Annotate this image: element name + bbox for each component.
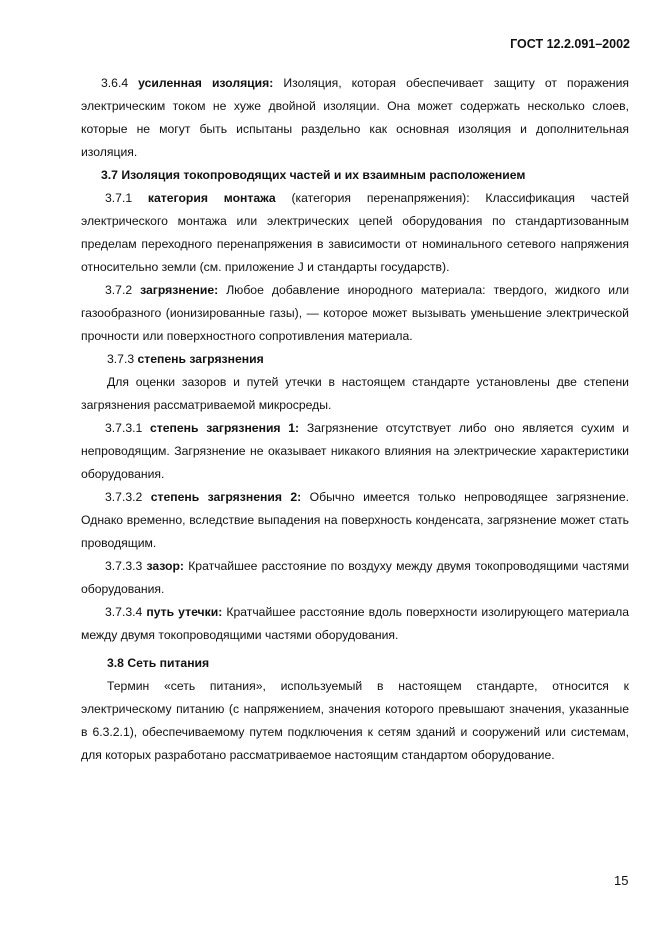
paragraph-pollution-degrees: Для оценки зазоров и путей утечки в настоящем стандарте установлены две степени загрязнения рассматриваемой микросреды. bbox=[81, 375, 629, 412]
heading-3-8: 3.8 Сеть питания bbox=[107, 656, 210, 670]
page-number: 15 bbox=[614, 873, 629, 888]
clause-3-7-3: 3.7.3 степень загрязнения bbox=[107, 352, 264, 366]
clause-3-7-2: 3.7.2 загрязнение: Любое добавление инородного материала: твердого, жидкого или газообразного (ионизированные газы), — которое может вызывать уменьшение электрической прочности или поверхностного сопротивления материала. bbox=[81, 283, 630, 343]
document-code: ГОСТ 12.2.091–2002 bbox=[510, 37, 630, 51]
clause-3-7-3-2: 3.7.3.2 степень загрязнения 2: Обычно имеется только непроводящее загрязнение. Однако временно, вследствие выпадения на поверхность конденсата, загрязнение может стать проводящим. bbox=[81, 490, 630, 550]
paragraph-supply-mains: Термин «сеть питания», используемый в настоящем стандарте, относится к электрическому питанию (с напряжением, значения которого превышают значения, указанные в 6.3.2.1), обеспечиваемому путем подключения к сетям зданий и сооружений или системам, для которых разработано рассматриваемое настоящим стандартом оборудование. bbox=[81, 679, 629, 762]
page-body bbox=[81, 72, 629, 767]
clause-3-7-3-1: 3.7.3.1 степень загрязнения 1: Загрязнение отсутствует либо оно является сухим и непроводящим. Загрязнение не оказывает никакого влияния на электрические характеристики оборудования. bbox=[81, 421, 629, 481]
clause-3-7-3-4: 3.7.3.4 путь утечки: Кратчайшее расстояние вдоль поверхности изолирующего материала между двумя токопроводящими частями оборудования. bbox=[81, 605, 630, 642]
clause-3-7-1: 3.7.1 категория монтажа (категория перенапряжения): Классификация частей электрического монтажа или электрических цепей оборудования по стандартизованным пределам переходного перенапряжения в зависимости от номинального сетевого напряжения относительно земли (см. приложение J и стандарты государств). bbox=[81, 191, 630, 274]
clause-3-6-4: 3.6.4 усиленная изоляция: Изоляция, которая обеспечивает защиту от поражения электрическим током не хуже двойной изоляции. Она может содержать несколько слоев, которые не могут быть испытаны раздельно как основная изоляция и дополнительная изоляция. bbox=[81, 76, 630, 159]
clause-3-7-3-3: 3.7.3.3 зазор: Кратчайшее расстояние по воздуху между двумя токопроводящими частями оборудования. bbox=[81, 559, 630, 596]
heading-3-7: 3.7 Изоляция токопроводящих частей и их взаимным расположением bbox=[101, 168, 526, 182]
